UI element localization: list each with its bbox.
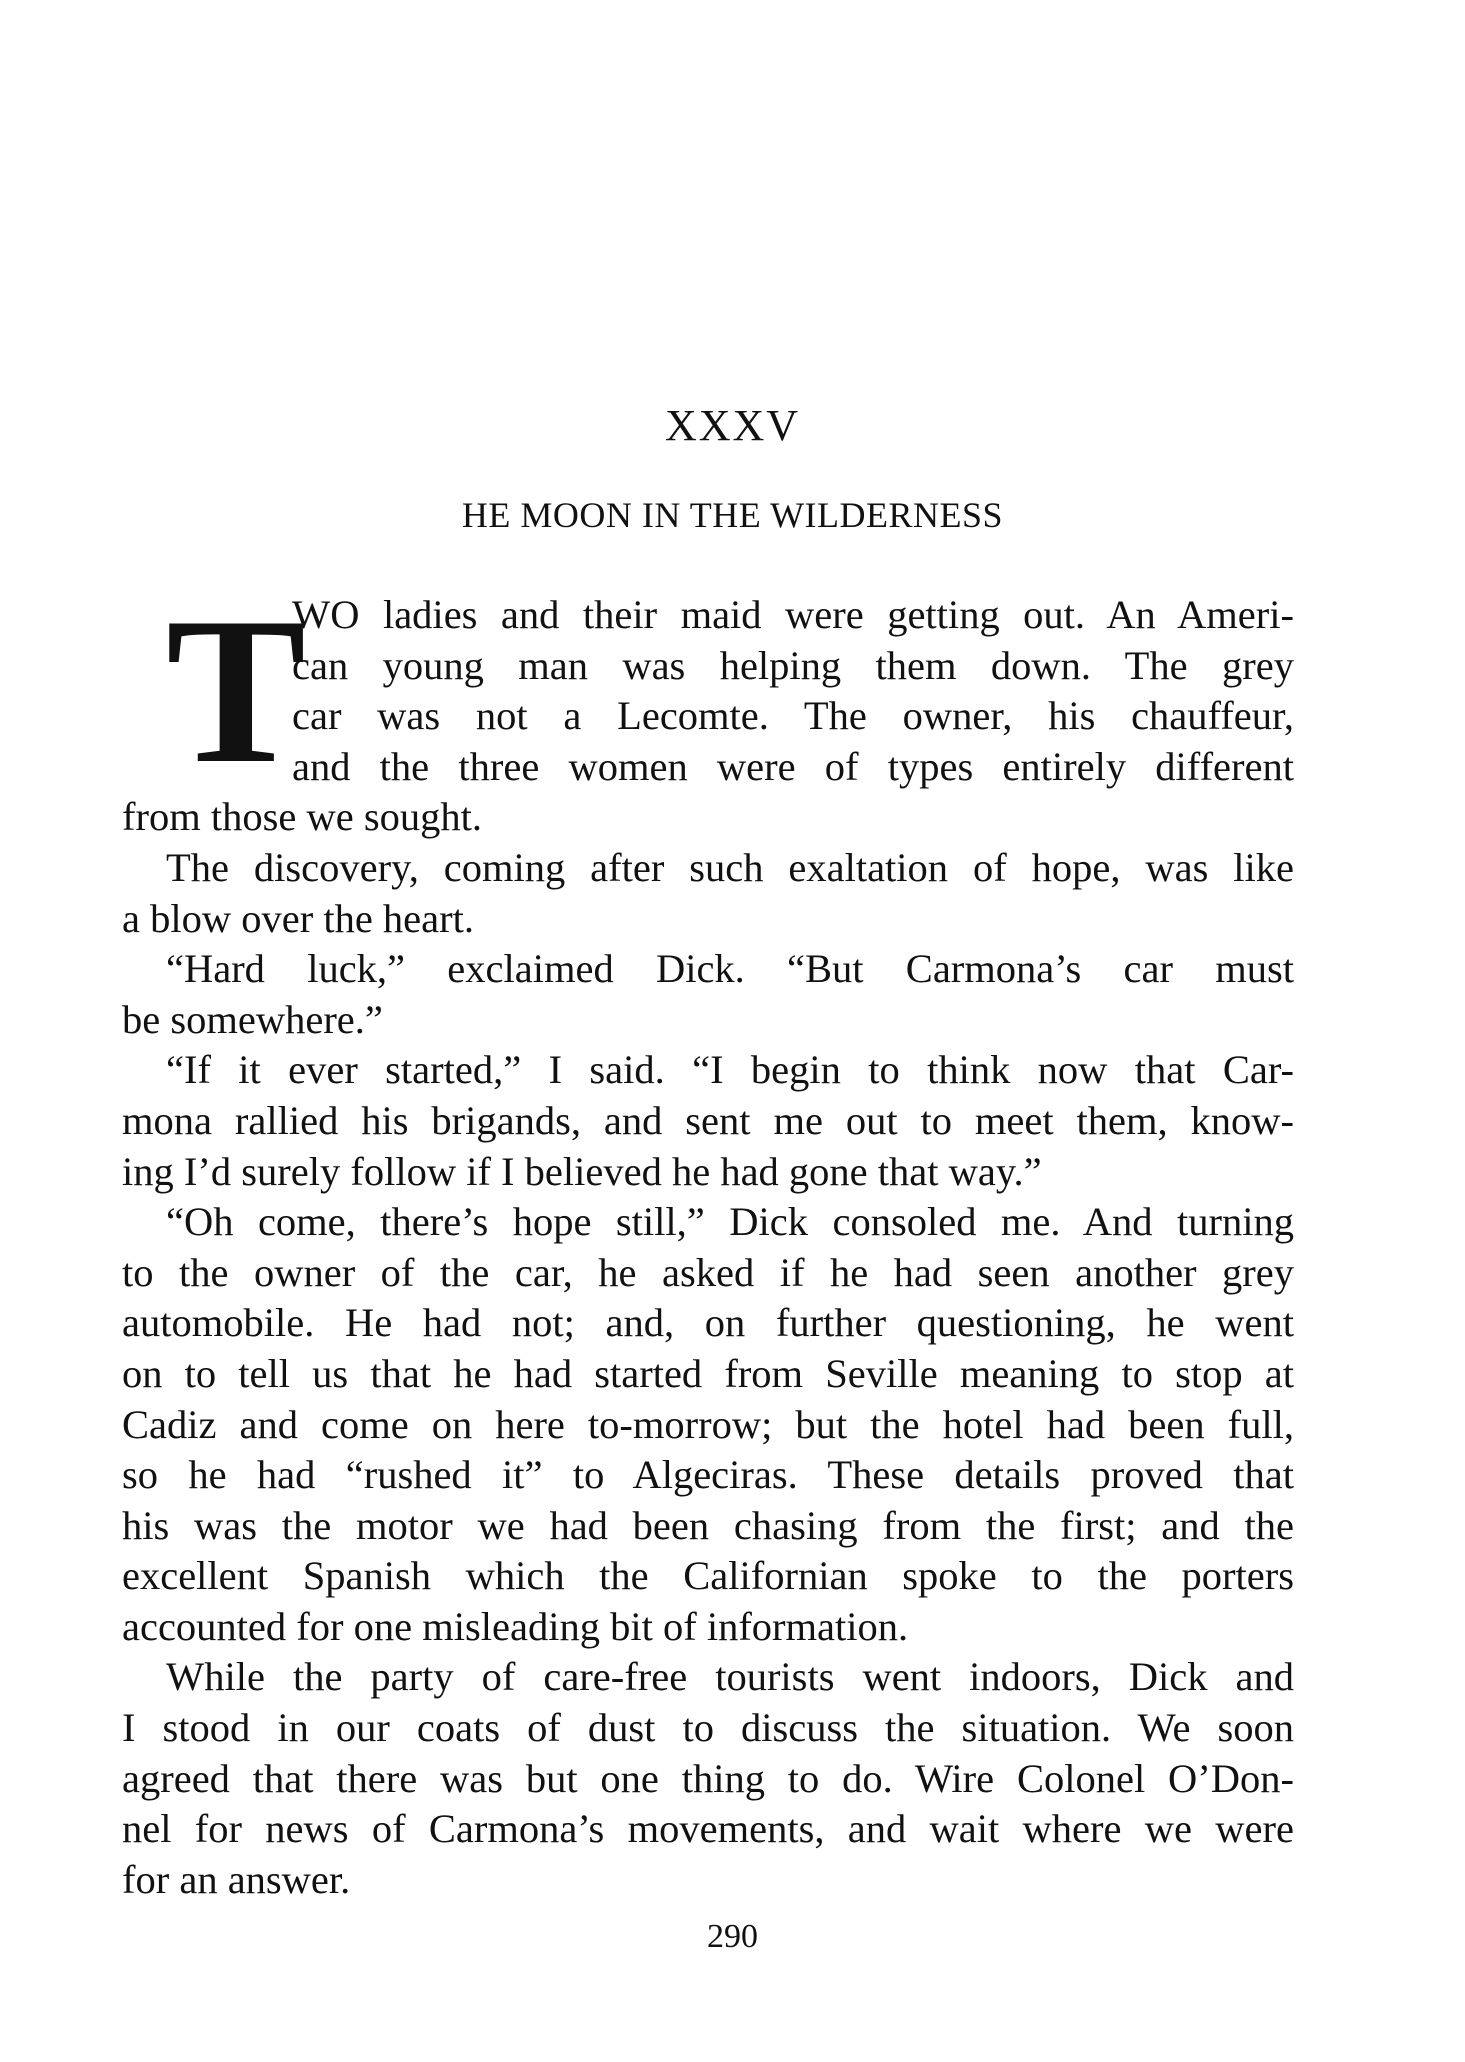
text-line: and the three women were of types entirely different bbox=[292, 743, 1294, 789]
text-line: his was the motor we had been chasing from the first; and the bbox=[122, 1502, 1294, 1548]
text-line: can young man was helping them down. The grey bbox=[292, 642, 1294, 688]
text-line: nel for news of Carmona’s movements, and wait where we were bbox=[122, 1806, 1294, 1852]
text-line: The discovery, coming after such exaltation of hope, was like bbox=[166, 844, 1294, 890]
text-line: for an answer. bbox=[122, 1856, 351, 1902]
body-text bbox=[122, 590, 1294, 1905]
text-line: car was not a Lecomte. The owner, his chauffeur, bbox=[292, 693, 1294, 739]
chapter-title: HE MOON IN THE WILDERNESS bbox=[461, 495, 1004, 535]
text-line: “Oh come, there’s hope still,” Dick consoled me. And turning bbox=[166, 1199, 1294, 1245]
text-line: “If it ever started,” I said. “I begin to think now that Car- bbox=[166, 1047, 1294, 1093]
text-line: excellent Spanish which the Californian spoke to the porters bbox=[122, 1553, 1294, 1599]
text-line: accounted for one misleading bit of information. bbox=[122, 1603, 909, 1649]
text-line: ing I’d surely follow if I believed he had gone that way.” bbox=[122, 1148, 1042, 1194]
text-line: WO ladies and their maid were getting out. An Ameri- bbox=[292, 592, 1294, 637]
text-line: agreed that there was but one thing to do. Wire Colonel O’Don- bbox=[122, 1755, 1294, 1801]
text-line: from those we sought. bbox=[122, 794, 482, 840]
text-line: be somewhere.” bbox=[122, 996, 383, 1042]
text-line: While the party of care-free tourists went indoors, Dick and bbox=[166, 1654, 1294, 1700]
text-line: automobile. He had not; and, on further questioning, he went bbox=[122, 1300, 1294, 1346]
drop-cap: T bbox=[166, 575, 307, 807]
chapter-number: XXXV bbox=[664, 401, 801, 450]
page-number: 290 bbox=[707, 1918, 758, 1955]
text-line: Cadiz and come on here to-morrow; but the hotel had been full, bbox=[122, 1401, 1294, 1447]
text-line: on to tell us that he had started from Seville meaning to stop at bbox=[122, 1350, 1294, 1396]
text-line: “Hard luck,” exclaimed Dick. “But Carmona’s car must bbox=[166, 946, 1294, 992]
text-line: a blow over the heart. bbox=[122, 895, 474, 941]
text-line: so he had “rushed it” to Algeciras. These details proved that bbox=[122, 1452, 1294, 1498]
text-line: to the owner of the car, he asked if he had seen another grey bbox=[122, 1249, 1294, 1295]
text-line: I stood in our coats of dust to discuss the situation. We soon bbox=[122, 1705, 1294, 1751]
text-line: mona rallied his brigands, and sent me out to meet them, know- bbox=[122, 1097, 1294, 1143]
